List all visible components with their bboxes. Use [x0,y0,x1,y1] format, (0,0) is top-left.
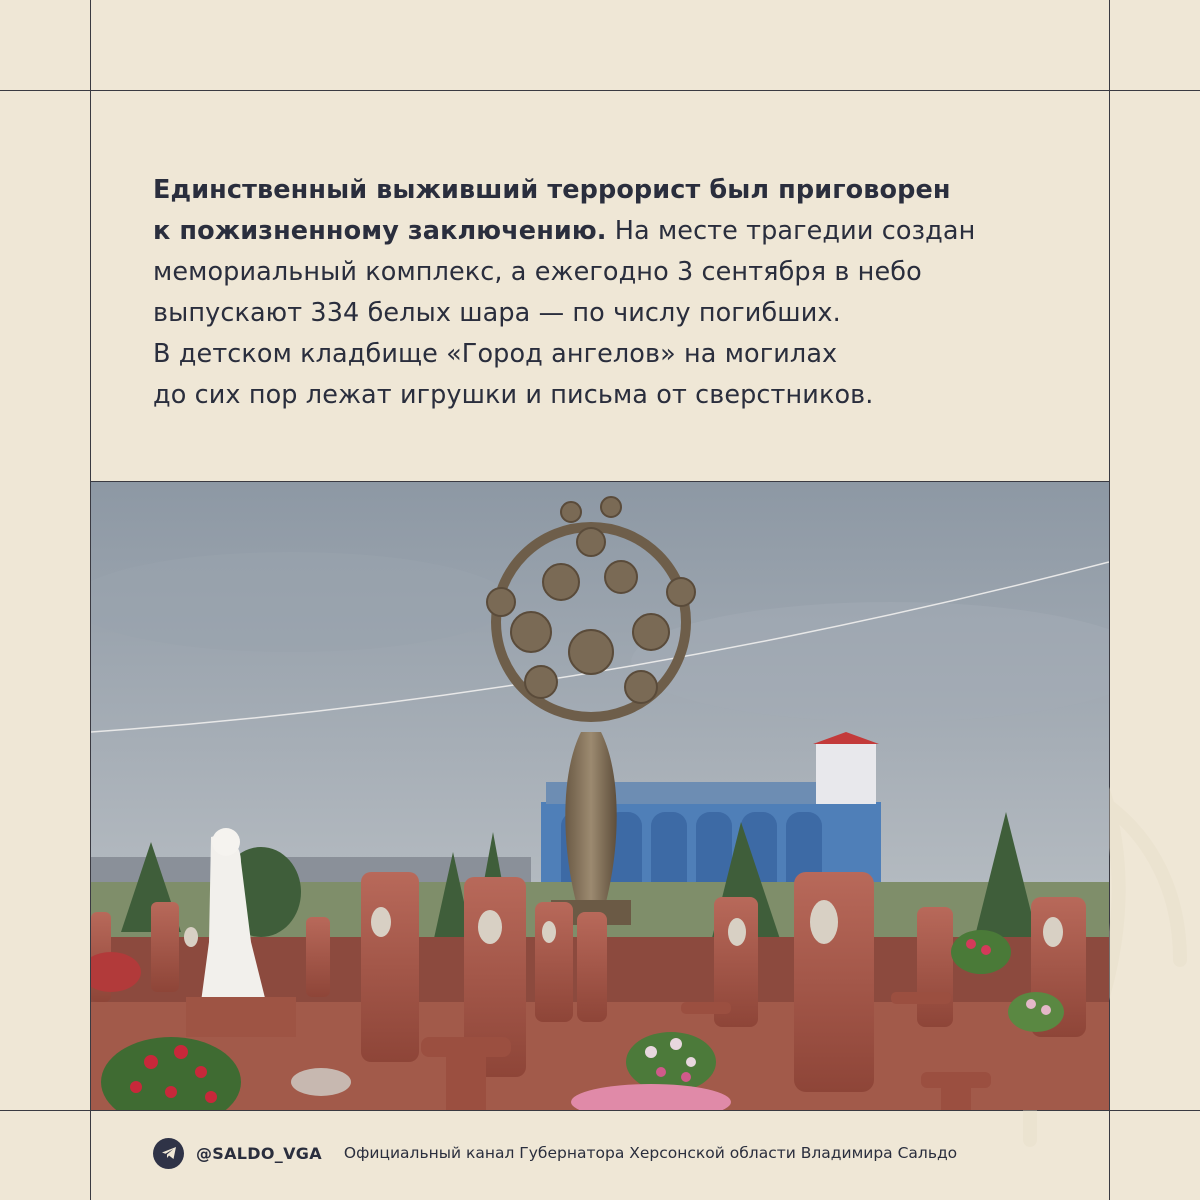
memorial-photo [91,481,1109,1110]
channel-caption: Официальный канал Губернатора Херсонской области Владимира Сальдо [343,1144,958,1162]
footer [153,1136,957,1170]
text-line-4: выпускают 334 белых шара — по числу погибших. [153,298,841,328]
bold-sentence-line-1: Единственный выживший террорист был приговорен [153,175,951,205]
main-text-block [153,170,1053,416]
text-line-6: до сих пор лежат игрушки и письма от сверстников. [153,380,874,410]
text-line-5: В детском кладбище «Город ангелов» на могилах [153,339,838,369]
bold-sentence-line-2: к пожизненному заключению. [153,216,607,246]
telegram-icon[interactable] [153,1138,184,1169]
frame-line-top [0,90,1200,91]
text-line-2: На месте трагедии создан [606,216,976,246]
text-line-3: мемориальный комплекс, а ежегодно 3 сентября в небо [153,257,922,287]
channel-handle[interactable]: @SALDO_VGA [196,1143,322,1163]
